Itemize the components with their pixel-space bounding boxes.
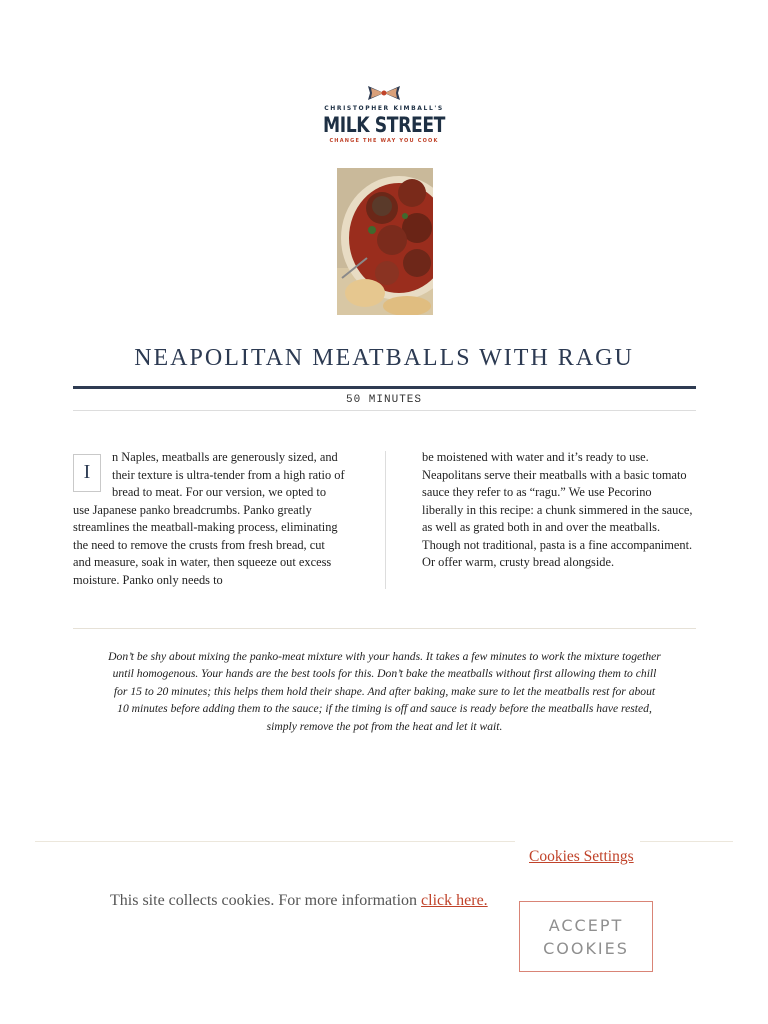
recipe-title: NEAPOLITAN MEATBALLS WITH RAGU: [134, 345, 634, 371]
intro-text-right: be moistened with water and it’s ready to use. Neapolitans serve their meatballs with a basic tomato sauce they refer to as “ragu.” We use Pecorino liberally in this recipe: a chunk simmered in the sauce, as well as grated both in and over the meatballs. Though not traditional, pasta is a fine accompaniment. Or offer warm, crusty bread alongside.: [422, 450, 693, 569]
cookie-message-text: This site collects cookies. For more information: [110, 892, 422, 909]
intro-column-left: [73, 449, 345, 589]
cookies-settings-link[interactable]: Cookies Settings: [529, 848, 634, 865]
milk-street-logo[interactable]: [0, 84, 768, 144]
title-divider-thick: [73, 386, 696, 389]
intro-text-left: n Naples, meatballs are generously sized, and their texture is ultra-tender from a high ratio of bread to meat. For our version, we opted to use Japanese panko breadcrumbs. Panko greatly streamlines the meatball-making process, eliminating the need to remove the crusts from fresh bread, cut and measure, soak in water, then squeeze out excess moisture. Panko only needs to: [73, 450, 345, 587]
cookie-info-link[interactable]: click here.: [421, 892, 488, 909]
intro-column-right: [422, 449, 694, 572]
logo-name: MILK STREET: [322, 113, 446, 137]
cookie-banner-border-right: [640, 841, 733, 842]
bow-tie-logo-icon: [366, 84, 402, 102]
accept-cookies-button[interactable]: ACCEPT COOKIES: [519, 901, 653, 972]
logo-kicker: CHRISTOPHER KIMBALL'S: [324, 105, 444, 112]
column-divider: [385, 451, 386, 589]
cook-time: 50 MINUTES: [345, 394, 422, 406]
tip-divider: [73, 628, 696, 629]
drop-cap: I: [73, 454, 101, 492]
cooking-tip: Don’t be shy about mixing the panko-meat mixture with your hands. It takes a few minutes to work the mixture together until homogenous. Your hands are the best tools for this. Don’t bake the meatballs without first allowing them to chill for 15 to 20 minutes; this helps them hold their shape. And after baking, make sure to let the meatballs rest for about 10 minutes before adding them to the sauce; if the timing is off and sauce is ready before the meatballs have rested, simply remove the pot from the heat and let it wait.: [108, 650, 661, 733]
logo-tagline: CHANGE THE WAY YOU COOK: [329, 138, 439, 144]
cookie-banner-border-left: [35, 841, 515, 842]
title-divider-thin: [73, 410, 696, 411]
cookie-message: [110, 889, 490, 913]
recipe-photo: [337, 168, 433, 315]
